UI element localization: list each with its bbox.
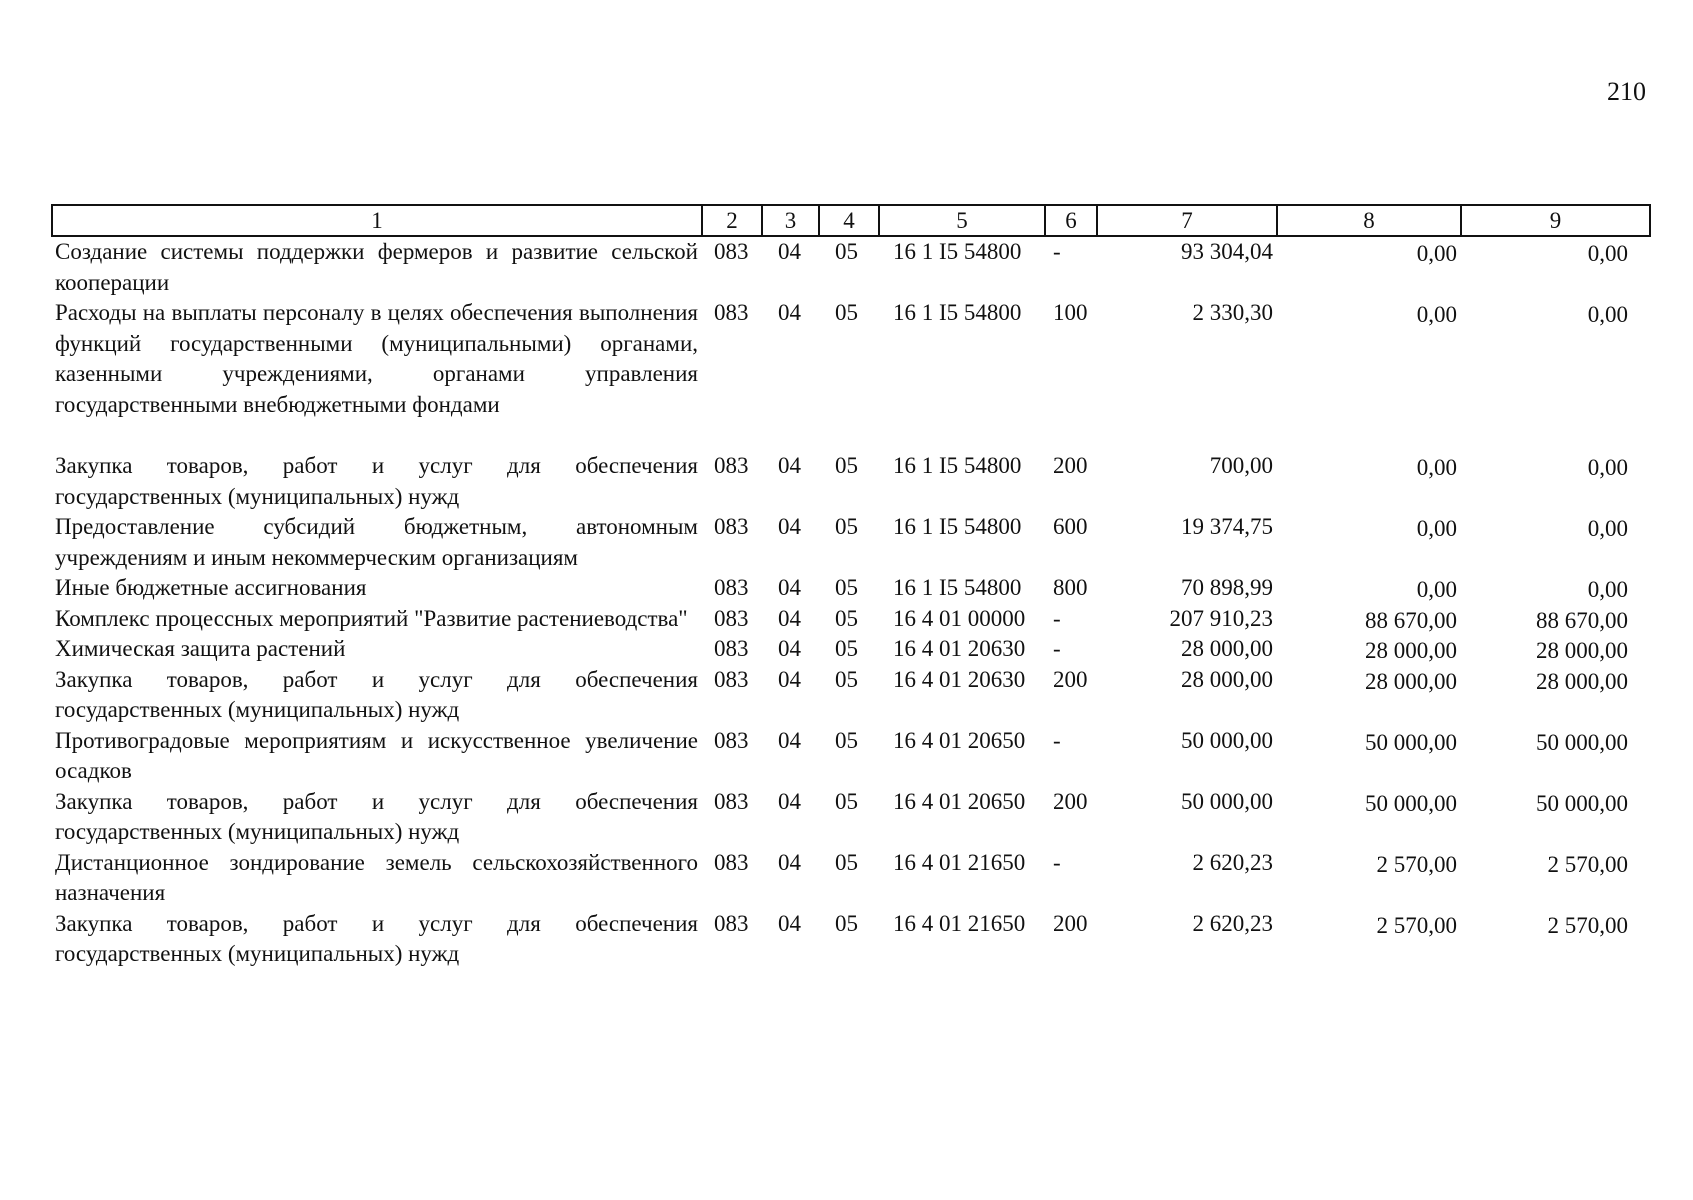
header-cell: 8 <box>1277 205 1461 236</box>
table-row <box>52 726 1650 787</box>
row-sum-col9 <box>1461 787 1650 848</box>
row-expense-type: 200 <box>1053 453 1088 478</box>
row-sum-col8 <box>1277 298 1461 451</box>
row-name: Комплекс процессных мероприятий "Развитие растениеводства" <box>55 605 688 631</box>
row-section: 04 <box>778 605 801 631</box>
header-cell: 6 <box>1045 205 1097 236</box>
row-sum-col7: 93 304,04 <box>1181 239 1273 264</box>
row-sum-col8-value: 0,00 <box>1416 241 1457 266</box>
row-subsection: 05 <box>835 849 858 875</box>
row-expense-type: 200 <box>1053 788 1088 814</box>
table-row <box>52 236 1650 298</box>
row-target-article: 16 4 01 20630 <box>893 636 1026 661</box>
row-sum-col9 <box>1461 604 1650 635</box>
row-grbs: 083 <box>714 788 749 814</box>
row-sum-col7: 19 374,75 <box>1181 514 1273 539</box>
header-row <box>52 205 1650 236</box>
row-subsection: 05 <box>835 910 858 936</box>
row-sum-col9-value: 0,00 <box>1587 241 1628 266</box>
row-name: Закупка товаров, работ и услуг для обеспечения государственных (муниципальных) нужд <box>55 788 698 844</box>
row-sum-col9-value: 0,00 <box>1587 455 1628 480</box>
row-sum-col9-value: 88 670,00 <box>1536 607 1628 633</box>
row-sum-col9-value: 50 000,00 <box>1536 790 1628 816</box>
row-sum-col7: 50 000,00 <box>1181 727 1273 753</box>
row-name: Химическая защита растений <box>55 636 346 661</box>
row-name: Дистанционное зондирование земель сельскохозяйственного назначения <box>55 849 698 905</box>
row-subsection: 05 <box>835 575 858 600</box>
row-sum-col9 <box>1461 512 1650 573</box>
row-sum-col7: 50 000,00 <box>1181 788 1273 814</box>
row-grbs: 083 <box>714 575 749 600</box>
row-grbs: 083 <box>714 239 749 264</box>
row-sum-col8 <box>1277 665 1461 726</box>
row-grbs: 083 <box>714 453 749 478</box>
table-row <box>52 787 1650 848</box>
row-sum-col8-value: 0,00 <box>1416 577 1457 602</box>
row-name: Противоградовые мероприятиям и искусственное увеличение осадков <box>55 727 698 783</box>
row-target-article: 16 4 01 20650 <box>893 788 1026 814</box>
row-target-article: 16 4 01 21650 <box>893 849 1026 875</box>
row-sum-col8 <box>1277 848 1461 909</box>
row-sum-col9-value: 2 570,00 <box>1547 851 1628 877</box>
row-section: 04 <box>778 239 801 264</box>
row-target-article: 16 1 I5 54800 <box>893 300 1022 325</box>
row-sum-col9-value: 0,00 <box>1587 516 1628 541</box>
header-cell: 7 <box>1097 205 1277 236</box>
row-expense-type: 100 <box>1053 300 1088 325</box>
row-sum-col8-value: 28 000,00 <box>1365 668 1457 694</box>
row-subsection: 05 <box>835 514 858 539</box>
row-subsection: 05 <box>835 239 858 264</box>
table-row <box>52 848 1650 909</box>
row-section: 04 <box>778 300 801 325</box>
row-sum-col8-value: 88 670,00 <box>1365 607 1457 633</box>
header-cell: 5 <box>879 205 1045 236</box>
row-target-article: 16 4 01 00000 <box>893 605 1026 631</box>
row-expense-type: 200 <box>1053 910 1088 936</box>
row-sum-col8-value: 28 000,00 <box>1365 638 1457 663</box>
row-name: Закупка товаров, работ и услуг для обеспечения государственных (муниципальных) нужд <box>55 910 698 966</box>
row-section: 04 <box>778 666 801 692</box>
row-sum-col9-value: 28 000,00 <box>1536 668 1628 694</box>
row-target-article: 16 4 01 20630 <box>893 666 1026 692</box>
row-expense-type: - <box>1053 849 1061 875</box>
row-sum-col9 <box>1461 573 1650 604</box>
row-subsection: 05 <box>835 453 858 478</box>
row-sum-col9-value: 0,00 <box>1587 577 1628 602</box>
row-sum-col7: 2 620,23 <box>1192 849 1273 875</box>
row-grbs: 083 <box>714 727 749 753</box>
row-name: Иные бюджетные ассигнования <box>55 575 367 600</box>
row-subsection: 05 <box>835 666 858 692</box>
row-grbs: 083 <box>714 300 749 325</box>
row-sum-col8-value: 2 570,00 <box>1376 912 1457 938</box>
row-sum-col8 <box>1277 236 1461 298</box>
row-section: 04 <box>778 575 801 600</box>
row-sum-col8-value: 0,00 <box>1416 516 1457 541</box>
table-row <box>52 634 1650 665</box>
header-cell: 9 <box>1461 205 1650 236</box>
row-target-article: 16 1 I5 54800 <box>893 453 1022 478</box>
row-sum-col7: 70 898,99 <box>1181 575 1273 600</box>
row-sum-col8-value: 2 570,00 <box>1376 851 1457 877</box>
row-expense-type: 800 <box>1053 575 1088 600</box>
row-sum-col8 <box>1277 787 1461 848</box>
row-target-article: 16 1 I5 54800 <box>893 575 1022 600</box>
row-section: 04 <box>778 910 801 936</box>
row-sum-col9 <box>1461 451 1650 512</box>
row-section: 04 <box>778 636 801 661</box>
row-name: Расходы на выплаты персоналу в целях обеспечения выполнения функций государственными (муниципальными) органами, казенными учреждениями, органами управления государственными внебюджетными фондами <box>55 300 698 417</box>
row-sum-col7: 2 330,30 <box>1192 300 1273 325</box>
row-grbs: 083 <box>714 849 749 875</box>
table-row <box>52 665 1650 726</box>
table-row <box>52 573 1650 604</box>
row-subsection: 05 <box>835 605 858 631</box>
header-cell: 1 <box>52 205 702 236</box>
row-name: Закупка товаров, работ и услуг для обеспечения государственных (муниципальных) нужд <box>55 666 698 722</box>
row-expense-type: 600 <box>1053 514 1088 539</box>
row-expense-type: 200 <box>1053 666 1088 692</box>
row-sum-col9 <box>1461 848 1650 909</box>
row-sum-col8-value: 0,00 <box>1416 455 1457 480</box>
row-section: 04 <box>778 788 801 814</box>
row-expense-type: - <box>1053 727 1061 753</box>
row-section: 04 <box>778 453 801 478</box>
row-target-article: 16 1 I5 54800 <box>893 239 1022 264</box>
row-sum-col8-value: 0,00 <box>1416 302 1457 327</box>
row-grbs: 083 <box>714 514 749 539</box>
header-cell: 2 <box>702 205 762 236</box>
row-sum-col9 <box>1461 665 1650 726</box>
table-row <box>52 451 1650 512</box>
row-sum-col9-value: 28 000,00 <box>1536 638 1628 663</box>
row-target-article: 16 1 I5 54800 <box>893 514 1022 539</box>
row-sum-col9 <box>1461 726 1650 787</box>
row-sum-col8-value: 50 000,00 <box>1365 790 1457 816</box>
header-cell: 3 <box>762 205 819 236</box>
table-row <box>52 604 1650 635</box>
row-sum-col8 <box>1277 634 1461 665</box>
row-subsection: 05 <box>835 788 858 814</box>
row-sum-col9 <box>1461 236 1650 298</box>
row-sum-col7: 700,00 <box>1209 453 1273 478</box>
row-grbs: 083 <box>714 666 749 692</box>
table-row <box>52 512 1650 573</box>
row-grbs: 083 <box>714 605 749 631</box>
row-grbs: 083 <box>714 636 749 661</box>
row-subsection: 05 <box>835 636 858 661</box>
row-section: 04 <box>778 727 801 753</box>
table-row <box>52 909 1650 970</box>
row-subsection: 05 <box>835 300 858 325</box>
row-sum-col7: 2 620,23 <box>1192 910 1273 936</box>
row-target-article: 16 4 01 20650 <box>893 727 1026 753</box>
page-number: 210 <box>1607 77 1646 106</box>
row-expense-type: - <box>1053 605 1061 631</box>
budget-table <box>51 204 1651 970</box>
row-name: Предоставление субсидий бюджетным, автономным учреждениям и иным некоммерческим организациям <box>55 514 698 570</box>
table-row <box>52 298 1650 451</box>
row-sum-col9-value: 50 000,00 <box>1536 729 1628 755</box>
row-sum-col7: 28 000,00 <box>1181 666 1273 692</box>
row-name: Закупка товаров, работ и услуг для обеспечения государственных (муниципальных) нужд <box>55 453 698 509</box>
row-expense-type: - <box>1053 636 1061 661</box>
row-grbs: 083 <box>714 910 749 936</box>
row-sum-col7: 207 910,23 <box>1169 605 1273 631</box>
row-sum-col9-value: 2 570,00 <box>1547 912 1628 938</box>
row-subsection: 05 <box>835 727 858 753</box>
row-sum-col8-value: 50 000,00 <box>1365 729 1457 755</box>
row-name: Создание системы поддержки фермеров и развитие сельской кооперации <box>55 239 698 295</box>
row-sum-col8 <box>1277 573 1461 604</box>
row-sum-col8 <box>1277 451 1461 512</box>
row-expense-type: - <box>1053 239 1061 264</box>
row-sum-col8 <box>1277 909 1461 970</box>
row-sum-col8 <box>1277 512 1461 573</box>
row-sum-col7: 28 000,00 <box>1181 636 1273 661</box>
row-section: 04 <box>778 514 801 539</box>
header-cell: 4 <box>819 205 879 236</box>
row-section: 04 <box>778 849 801 875</box>
row-sum-col9-value: 0,00 <box>1587 302 1628 327</box>
row-target-article: 16 4 01 21650 <box>893 910 1026 936</box>
row-sum-col8 <box>1277 726 1461 787</box>
row-sum-col9 <box>1461 909 1650 970</box>
row-sum-col9 <box>1461 298 1650 451</box>
row-sum-col9 <box>1461 634 1650 665</box>
row-sum-col8 <box>1277 604 1461 635</box>
